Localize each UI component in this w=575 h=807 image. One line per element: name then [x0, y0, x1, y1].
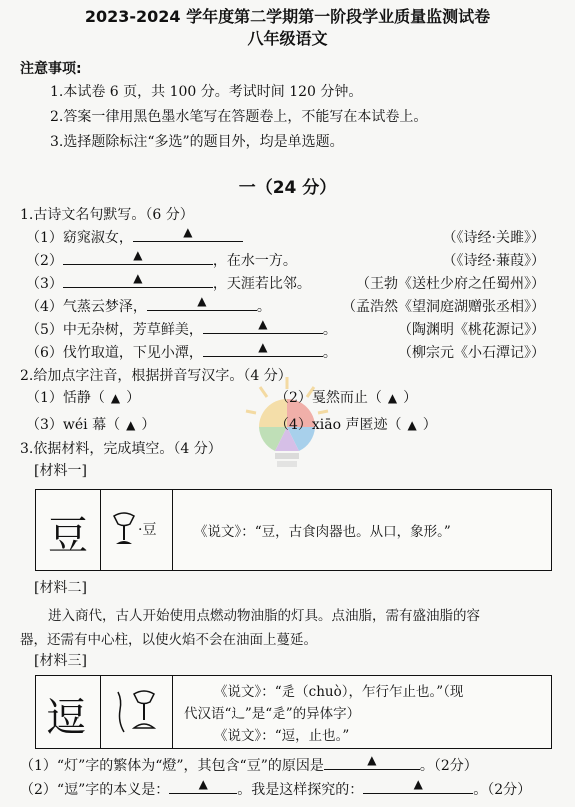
q2-close: ）: [126, 390, 141, 406]
q1-line-2: [26, 250, 297, 270]
q1-line-4: [26, 296, 271, 316]
answer-blank[interactable]: [203, 342, 323, 357]
triangle-icon: ▲: [133, 271, 143, 285]
q1-source: （《诗经·关雎》）: [442, 230, 545, 246]
q1-num: （2）: [26, 253, 63, 269]
notice-heading: 注意事项:: [20, 61, 82, 77]
triangle-icon: ▲: [413, 777, 423, 791]
q3-sub-text: （1）“灯”字的繁体为“燈”，其包含“豆”的原因是: [20, 758, 324, 774]
answer-blank[interactable]: [63, 273, 213, 288]
q1-post: ，在水一方。: [212, 253, 297, 269]
q1-source: （陶渊明《桃花源记》）: [398, 322, 545, 338]
material-1-small-char: ·豆: [138, 522, 157, 538]
q1-post: 。: [322, 345, 337, 361]
material-1-char-cell: [36, 490, 101, 570]
section-heading: 一（24 分）: [238, 178, 337, 198]
material-3-char: 逗: [46, 695, 86, 741]
q3-sub-text: 。（2分）: [473, 782, 532, 798]
q1-num: （6）: [26, 345, 63, 361]
answer-blank[interactable]: [203, 319, 323, 334]
material-3-line: 《说文》：“辵（chuò），乍行乍止也。”（现: [214, 684, 464, 700]
q2-item-2: [275, 387, 417, 407]
q1-pre: 气蒸云梦泽，: [62, 299, 147, 315]
q1-post: ，天涯若比邻。: [212, 276, 311, 292]
material-3-line: 《说文》：“逗，止也。”: [214, 728, 350, 744]
triangle-icon[interactable]: ▲: [110, 391, 121, 405]
material-3-char-cell: [36, 676, 101, 748]
triangle-icon: ▲: [258, 340, 268, 354]
q1-source: （柳宗元《小石潭记》）: [398, 345, 545, 361]
answer-blank[interactable]: [147, 296, 257, 311]
q2-item-1: [26, 387, 140, 407]
q1-source: （王勃《送杜少府之任蜀州》）: [356, 276, 545, 292]
q1-source: （孟浩然《望洞庭湖赠张丞相》）: [342, 299, 545, 315]
notice-item: 3.选择题除标注“多选”的题目外，均是单选题。: [50, 134, 344, 150]
q3-sub-text: （2）“逗”字的本义是：: [20, 782, 170, 798]
q1-pre: 中无杂树，芳草鲜美，: [62, 322, 203, 338]
q3-sub-text: 。（2分）: [419, 758, 478, 774]
q2-item-3: [26, 414, 155, 434]
q1-title: 1.古诗文名句默写。（6 分）: [20, 207, 194, 223]
answer-blank[interactable]: [63, 250, 213, 265]
triangle-icon: ▲: [198, 777, 208, 791]
material-2-label: [材料二]: [34, 580, 87, 596]
triangle-icon: ▲: [183, 225, 193, 239]
triangle-icon: ▲: [367, 753, 377, 767]
triangle-icon[interactable]: ▲: [126, 418, 136, 432]
q3-sub-text: 。我是这样探究的：: [237, 782, 364, 798]
q1-num: （5）: [26, 322, 63, 338]
q2-label: （2）戛然而止（: [275, 390, 382, 406]
q2-title-text: 2.给加点字注音，根据拼音写汉字。（4 分）: [20, 368, 292, 384]
q2-label: （3）wéi 幕（: [26, 417, 121, 433]
q3-sub-1: [20, 755, 478, 775]
q3-sub-2: [20, 779, 531, 799]
ancient-glyph-icon: [114, 686, 158, 738]
triangle-icon: ▲: [133, 248, 143, 262]
q1-line-6: [26, 342, 337, 362]
q2-close: ）: [403, 390, 418, 406]
triangle-icon[interactable]: ▲: [387, 391, 398, 405]
material-1-image-cell: [100, 490, 173, 570]
material-1-quote: 《说文》：“豆，古食肉器也。从口，象形。”: [194, 524, 451, 540]
q2-label: （4）xiāo 声匿迹（: [275, 417, 402, 433]
material-3-line: 代汉语“辶”是“辵”的异体字）: [184, 706, 361, 722]
q1-post: 。: [322, 322, 337, 338]
answer-blank[interactable]: [324, 755, 420, 770]
material-2-text: 器，还需有中心柱，以使火焰不会在油面上蔓延。: [20, 632, 317, 648]
q1-line-3: [26, 273, 311, 293]
answer-blank[interactable]: [169, 779, 237, 794]
q2-close: ）: [422, 417, 437, 433]
q1-pre: 窈窕淑女，: [62, 230, 133, 246]
material-3-table: [35, 675, 552, 749]
ancient-vessel-icon: [112, 512, 136, 548]
q1-pre: 伐竹取道，下见小潭，: [62, 345, 203, 361]
triangle-icon: ▲: [258, 317, 268, 331]
exam-subtitle: 八年级语文: [247, 29, 328, 48]
answer-blank[interactable]: [133, 227, 243, 242]
q1-num: （1）: [26, 230, 63, 246]
material-1-label: [材料一]: [34, 463, 87, 479]
answer-blank[interactable]: [363, 779, 473, 794]
q3-title: 3.依据材料，完成填空。（4 分）: [20, 441, 222, 457]
q1-num: （4）: [26, 299, 63, 315]
material-2-text: 进入商代，古人开始使用点燃动物油脂的灯具。点油脂，需有盛油脂的容: [48, 608, 480, 624]
notice-item: 1.本试卷 6 页，共 100 分。考试时间 120 分钟。: [50, 84, 363, 100]
material-1-char: 豆: [48, 513, 88, 559]
q1-line-5: [26, 319, 337, 339]
q1-post: 。: [256, 299, 271, 315]
material-3-label: [材料三]: [34, 653, 87, 669]
q1-line-1: [26, 227, 243, 247]
q1-source: （《诗经·蒹葭》）: [442, 253, 545, 269]
q2-label: （1）恬静（: [26, 390, 105, 406]
triangle-icon: ▲: [197, 294, 207, 308]
exam-title: 2023-2024 学年度第二学期第一阶段学业质量监测试卷: [84, 7, 491, 26]
q2-title: [20, 365, 292, 385]
triangle-icon[interactable]: ▲: [407, 418, 417, 432]
q2-close: ）: [141, 417, 156, 433]
q1-num: （3）: [26, 276, 63, 292]
material-1-table: [35, 489, 552, 571]
notice-item: 2.答案一律用黑色墨水笔写在答题卷上，不能写在本试卷上。: [50, 109, 428, 125]
material-3-image-cell: [100, 676, 173, 748]
q2-item-4: [275, 414, 437, 434]
